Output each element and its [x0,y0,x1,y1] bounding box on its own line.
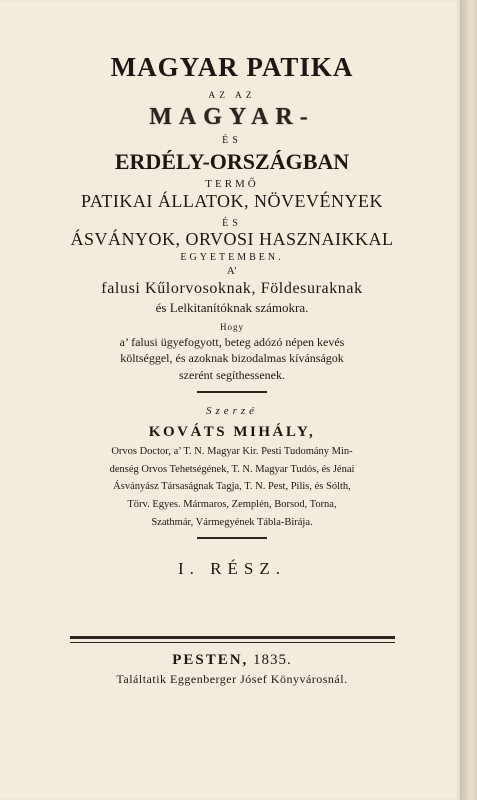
double-rule-thin [70,642,395,643]
conjunction-es-2: ÉS [222,217,242,229]
audience-line-1: falusi Kűlorvosoknak, Földesuraknak [101,280,363,298]
purpose-hogy: Hogy [220,322,244,333]
double-rule-thick [70,636,395,639]
book-title: MAGYAR PATIKA [110,52,354,82]
audience-line-2: és Lelkitanítóknak számokra. [155,300,309,316]
author-bio-line-2: denség Orvos Tehetségének, T. N. Magyar Tudós, és Jénai [109,463,355,475]
author-bio-line-1: Orvos Doctor, a’ T. N. Magyar Kir. Pesti Tudomány Min- [111,445,353,457]
subtitle-termo: TERMŐ [205,178,259,191]
divider-rule-2 [197,537,267,539]
subtitle-asvanyok: ÁSVÁNYOK, ORVOSI HASZNAIKKAL [70,229,394,250]
author-bio-line-4: Törv. Egyes. Mármaros, Zemplén, Borsod, Torna, [127,498,337,510]
article-a: A’ [226,265,238,278]
imprint-city: PESTEN, [172,652,249,668]
author-bio-line-3: Ásványász Társaságnak Tagja, T. N. Pest, Pilis, és Sólth, [113,481,351,493]
author-intro: Szerzé [205,405,259,418]
imprint-publisher: Találtatik Eggenberger Jósef Könyvárosnál. [116,672,348,687]
divider-rule [197,391,267,393]
subtitle-azaz: AZ AZ [208,91,256,102]
imprint-year: 1835. [253,652,292,668]
purpose-line-2: költséggel, és azoknak bizodalmas kívánságok [120,351,344,366]
title-block [50,52,414,579]
subtitle-magyar: MAGYAR- [149,103,315,130]
subtitle-patikai: PATIKAI ÁLLATOK, NÖVEVÉNYEK [81,191,383,211]
imprint-place-year [50,652,414,669]
book-edge [460,0,477,800]
double-rule [70,636,395,643]
author-bio-line-5: Szathmár, Vármegyének Tábla-Birája. [151,516,313,528]
author-name: KOVÁTS MIHÁLY, [148,423,316,440]
subtitle-egyetemben: EGYETEMBEN. [180,251,284,263]
purpose-line-3: szerént segíthessenek. [179,368,285,383]
subtitle-erdely: ERDÉLY-ORSZÁGBAN [114,149,350,175]
imprint-block [50,652,414,687]
conjunction-es-1: ÉS [222,134,242,146]
purpose-line-1: a’ falusi ügyefogyott, beteg adózó népen kevés [119,334,345,349]
volume-part: I. RÉSZ. [178,559,286,579]
